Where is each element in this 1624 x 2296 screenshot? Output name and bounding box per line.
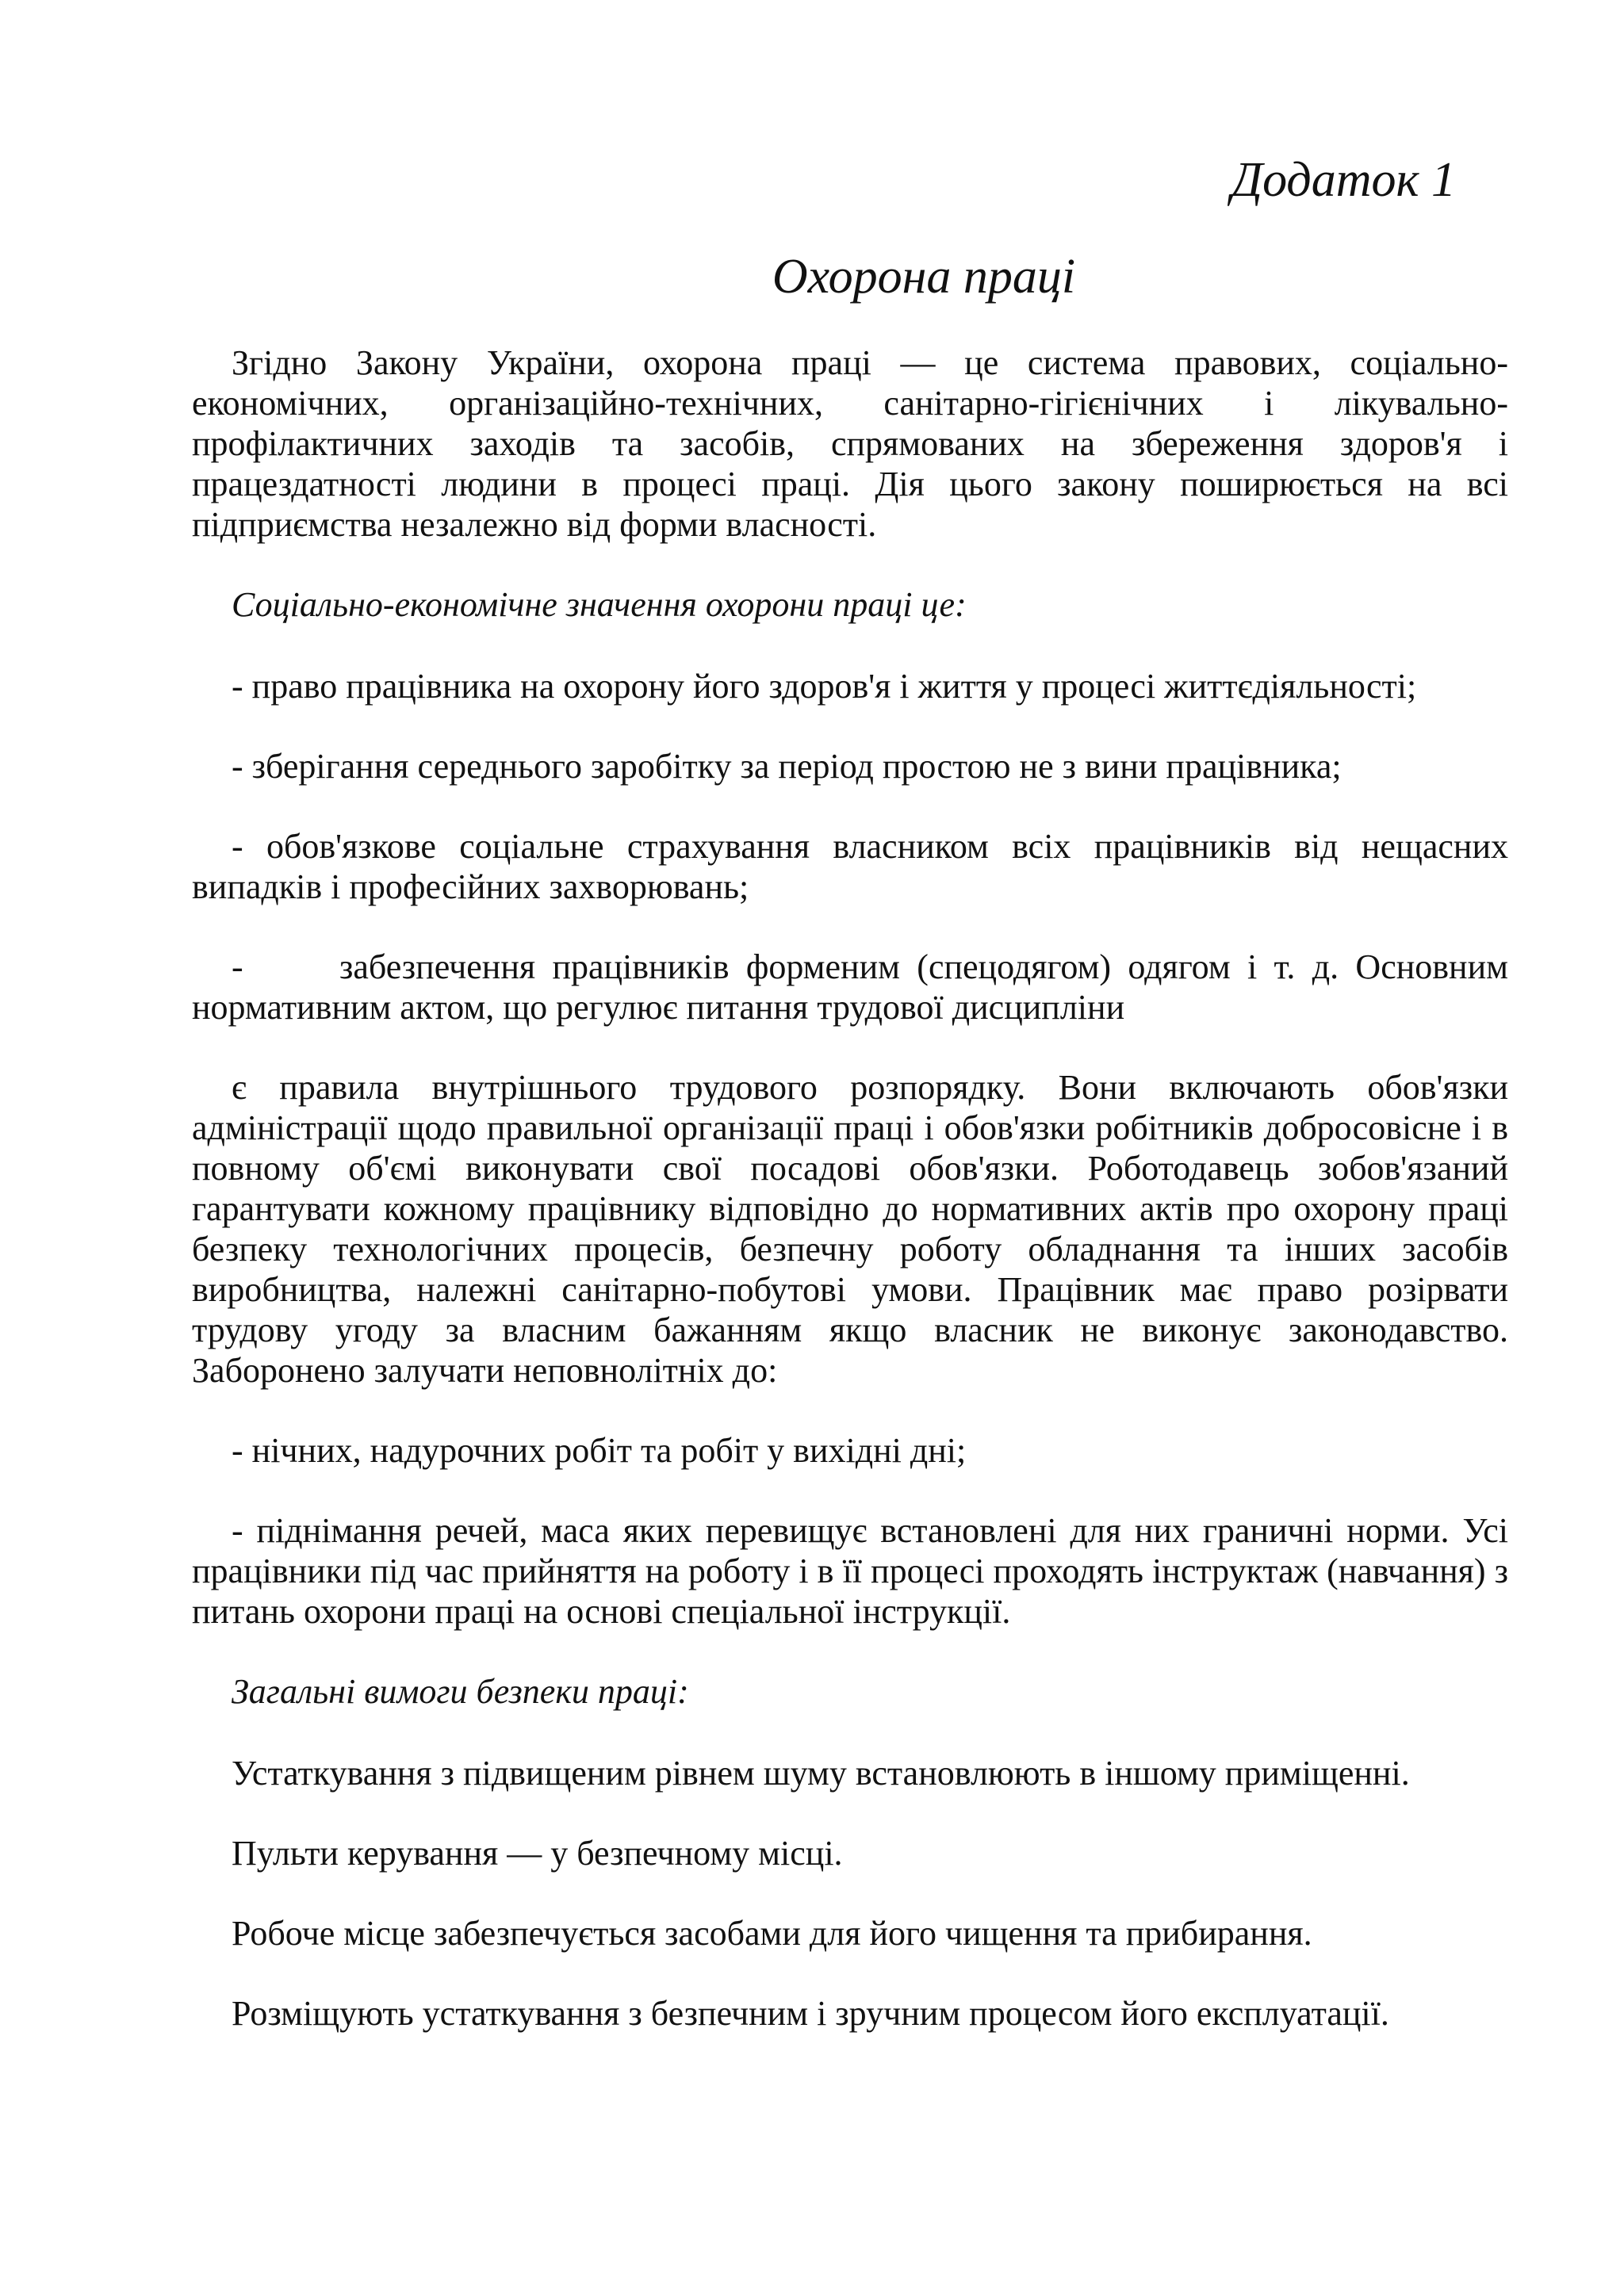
social-item-uniform-text: забезпечення працівників форменим (спецодягом) одягом і т. д. Основним нормативним актом, що регулює питання трудової дисципліни bbox=[192, 947, 1508, 1027]
appendix-label: Додаток 1 bbox=[1231, 153, 1456, 207]
social-item-earnings: - зберігання середнього заробітку за період простою не з вини працівника; bbox=[232, 747, 1342, 786]
page-title: Охорона праці bbox=[772, 250, 1076, 304]
safety-requirements-heading: Загальні вимоги безпеки праці: bbox=[232, 1672, 689, 1711]
labor-rules-paragraph: є правила внутрішнього трудового розпорядку. Вони включають обов'язки адміністрації щодо правильної організації праці і обов'язки робітників добросовісне і в повному об'ємі виконувати свої посадові обов'язки. Роботодавець зобов'язаний гарантувати кожному працівнику відповідно до нормативних актів про охорону праці безпеку технологічних процесів, безпечну роботу обладнання та інших засобів виробництва, належні санітарно-побутові умови. Працівник має право розірвати трудову угоду за власним бажанням якщо власник не виконує законодавство. Заборонено залучати неповнолітніх до: bbox=[192, 1068, 1508, 1390]
document-body bbox=[192, 342, 1508, 2073]
safety-item-noise: Устаткування з підвищеним рівнем шуму встановлюють в іншому приміщенні. bbox=[232, 1754, 1410, 1793]
minor-item-lifting: - піднімання речей, маса яких перевищує встановлені для них граничні норми. Усі працівники під час прийняття на роботу і в її процесі проходять інструктаж (навчання) з питань охорони праці на основі спеціальної інструкції. bbox=[192, 1511, 1508, 1631]
intro-paragraph: Згідно Закону України, охорона праці — це система правових, соціально-економічних, організаційно-технічних, санітарно-гігієнічних і лікувально-профілактичних заходів та засобів, спрямованих на збереження здоров'я і працездатності людини в процесі праці. Дія цього закону поширюється на всі підприємства незалежно від форми власності. bbox=[192, 343, 1508, 544]
safety-item-controls: Пульти керування — у безпечному місці. bbox=[232, 1834, 843, 1873]
safety-item-placement: Розміщують устаткування з безпечним і зручним процесом його експлуатації. bbox=[232, 1994, 1389, 2033]
social-item-uniform bbox=[192, 947, 1508, 1027]
social-significance-heading: Соціально-економічне значення охорони праці це: bbox=[232, 585, 967, 624]
social-item-health: - право працівника на охорону його здоров'я і життя у процесі життєдіяльності; bbox=[232, 667, 1417, 706]
list-dash: - bbox=[232, 947, 243, 986]
safety-item-cleaning: Робоче місце забезпечується засобами для його чищення та прибирання. bbox=[232, 1914, 1312, 1953]
minor-item-night-work: - нічних, надурочних робіт та робіт у вихідні дні; bbox=[232, 1431, 967, 1470]
social-item-insurance: - обов'язкове соціальне страхування власником всіх працівників від нещасних випадків і професійних захворювань; bbox=[192, 827, 1508, 906]
